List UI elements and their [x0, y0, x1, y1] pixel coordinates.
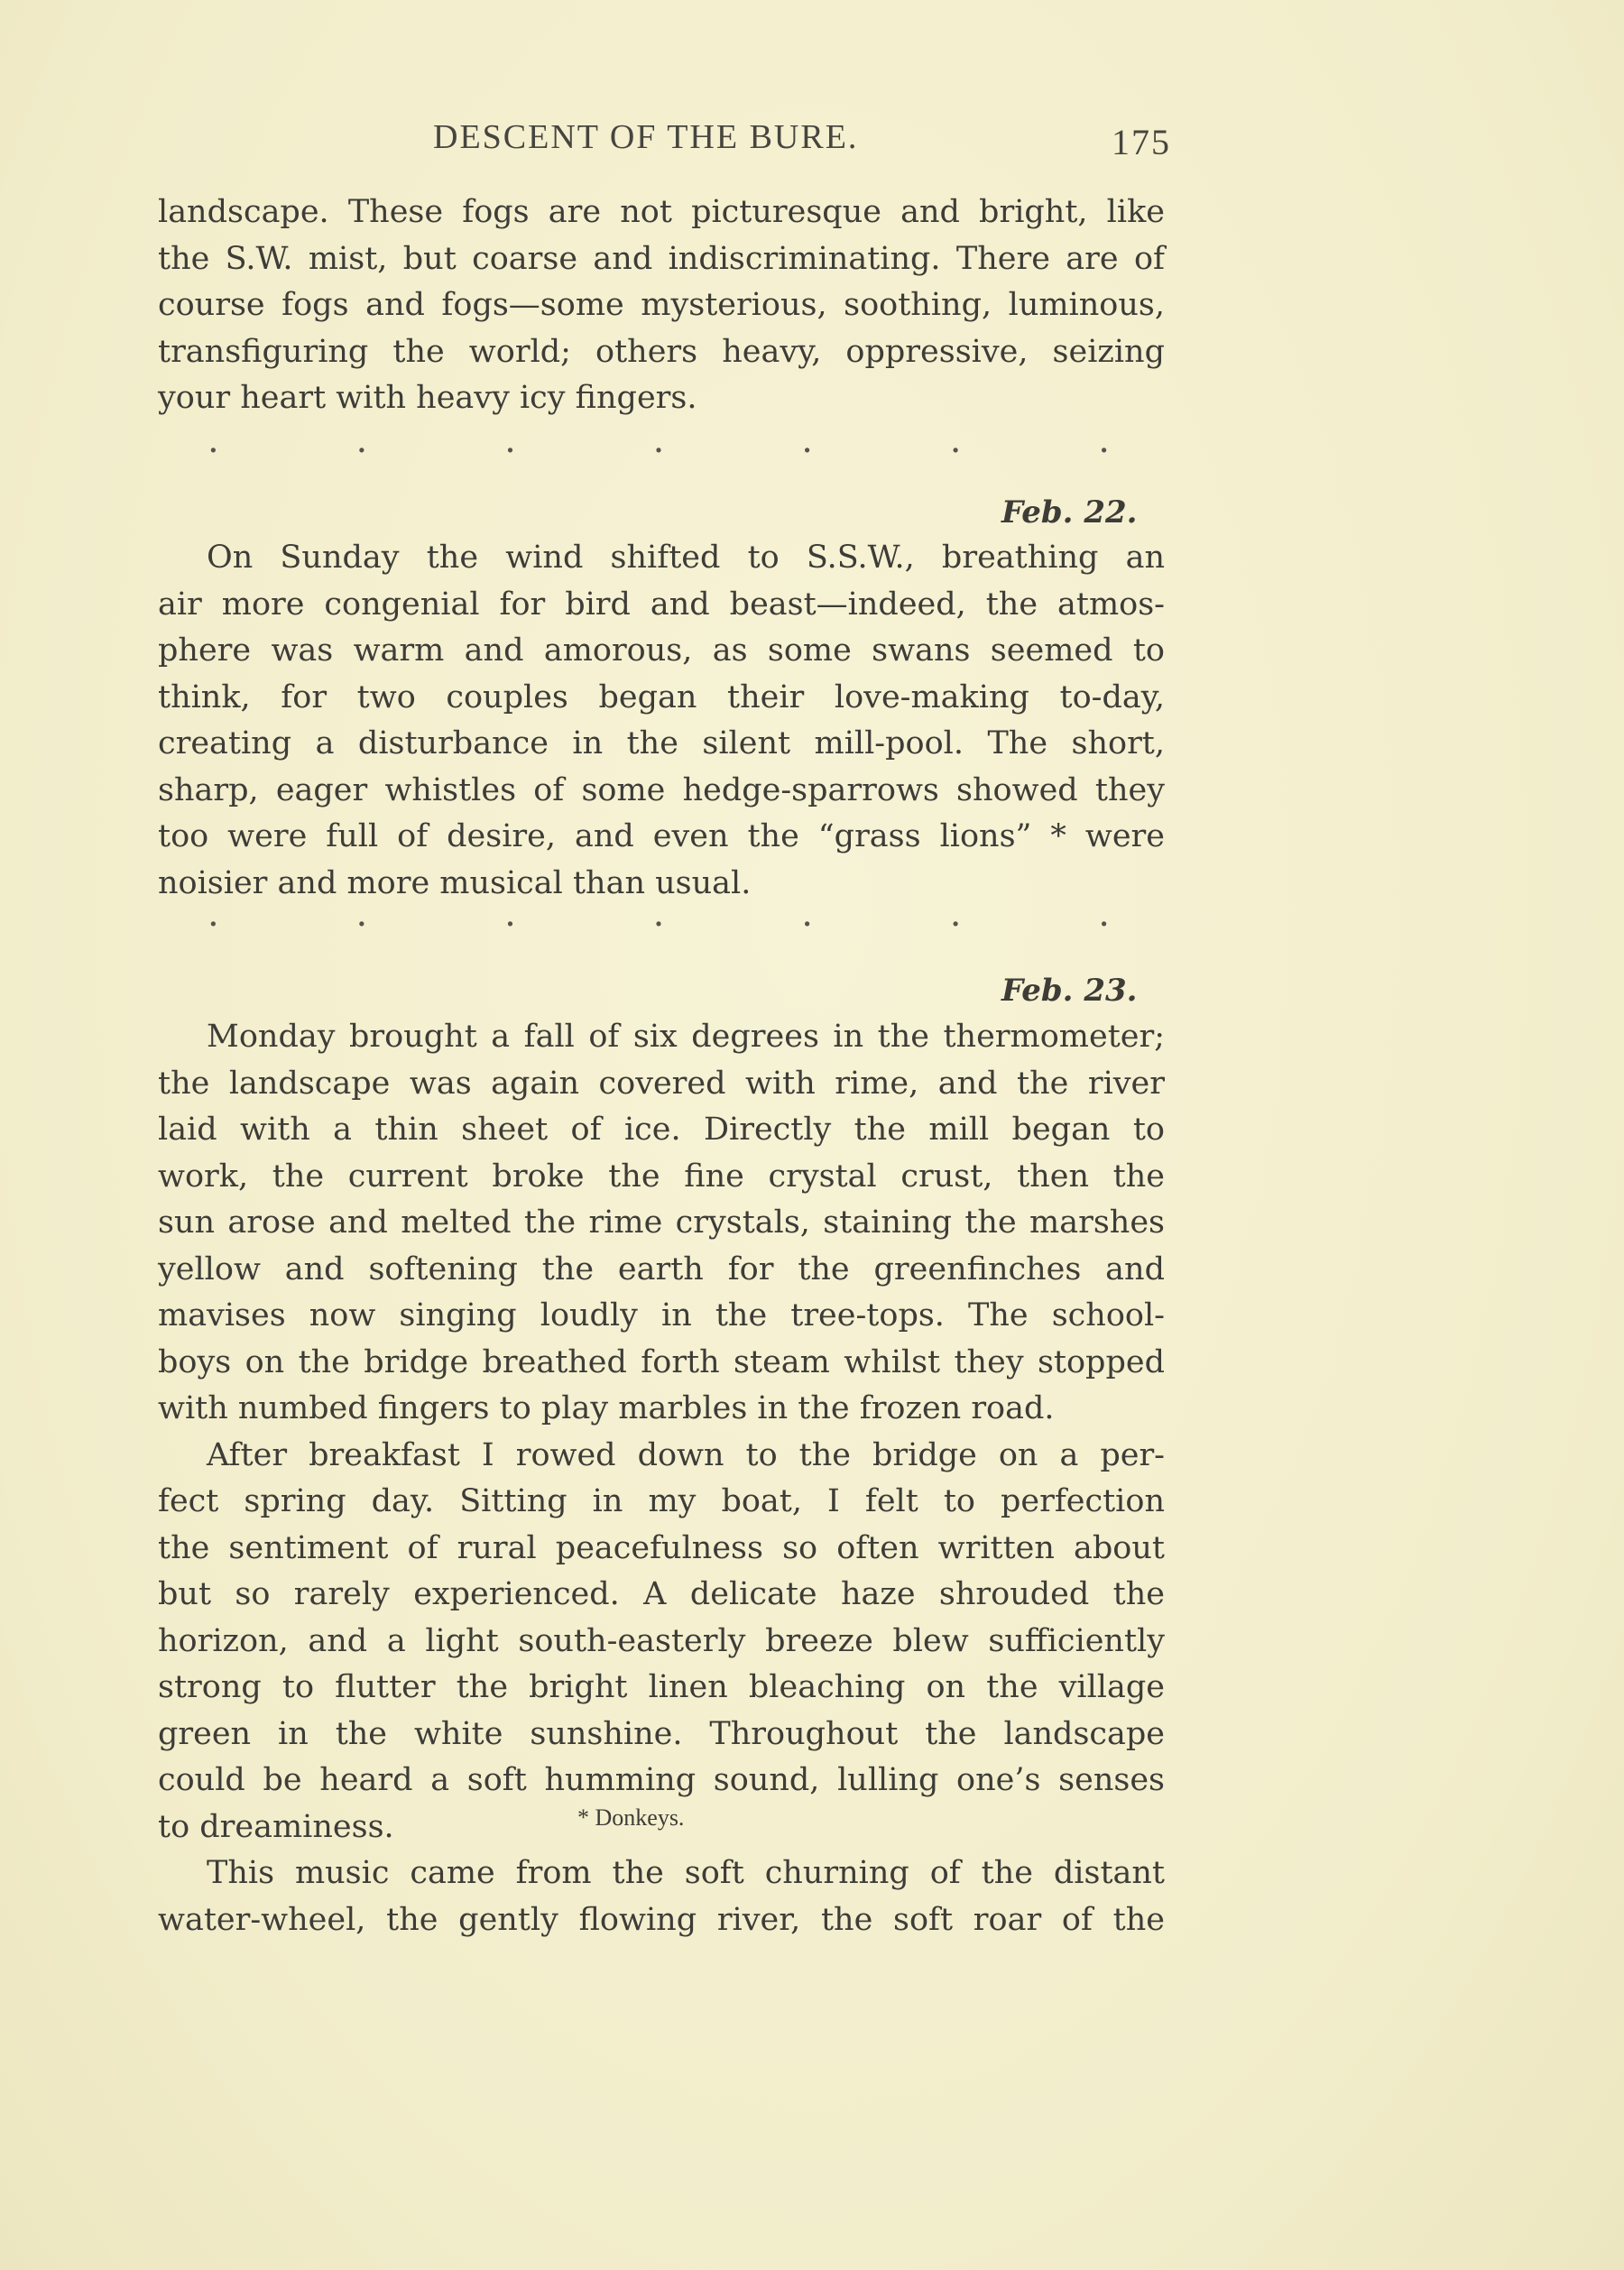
text-line: water-wheel, the gently flowing river, the soft roar of the — [158, 1901, 1165, 1938]
text-line: the sentiment of rural peacefulness so often written about — [158, 1529, 1165, 1566]
text-line: strong to flutter the bright linen bleaching on the village — [158, 1669, 1165, 1705]
text-line: laid with a thin sheet of ice. Directly the mill began to — [158, 1112, 1165, 1148]
separator-dot: . — [355, 420, 368, 461]
separator-dot: . — [801, 420, 813, 461]
text-line: After breakfast I rowed down to the bridge on a per- — [207, 1436, 1165, 1473]
date-heading-feb23: Feb. 23. — [1001, 973, 1138, 1009]
separator-dot: . — [801, 893, 813, 935]
separator-dot: . — [504, 420, 516, 461]
paragraph-feb22 — [158, 535, 1165, 907]
text-line: boys on the bridge breathed forth steam whilst they stopped — [158, 1343, 1165, 1380]
separator-dot: . — [652, 893, 665, 935]
text-line: fect spring day. Sitting in my boat, I felt to perfection — [158, 1483, 1165, 1519]
text-line: phere was warm and amorous, as some swans seemed to — [158, 632, 1165, 669]
text-line: transfiguring the world; others heavy, oppressive, seizing — [158, 333, 1165, 370]
text-line: the landscape was again covered with rime, and the river — [158, 1065, 1165, 1102]
separator-dot: . — [355, 893, 368, 935]
separator-dot: . — [208, 420, 219, 461]
separator-dot: . — [949, 420, 962, 461]
separator-dot: . — [504, 893, 516, 935]
separator-dot: . — [1098, 893, 1110, 935]
text-line: sun arose and melted the rime crystals, staining the marshes — [158, 1204, 1165, 1241]
text-line: could be heard a soft humming sound, lulling one’s senses — [158, 1762, 1165, 1798]
text-line: noisier and more musical than usual. — [158, 864, 752, 901]
text-line: Monday brought a fall of six degrees in the thermometer; — [207, 1019, 1165, 1055]
separator-dot: . — [949, 893, 962, 935]
text-line: work, the current broke the fine crystal crust, then the — [158, 1158, 1165, 1195]
separator-dot: . — [1098, 420, 1110, 461]
paragraph-fogs — [158, 189, 1165, 422]
text-line: sharp, eager whistles of some hedge-sparrows showed they — [158, 771, 1165, 808]
text-line: think, for two couples began their love-making to-day, — [158, 678, 1165, 715]
separator-dots-2 — [208, 893, 1110, 935]
page-number: 175 — [1112, 122, 1171, 162]
footnote: * Donkeys. — [577, 1804, 685, 1831]
text-line: air more congenial for bird and beast—indeed, the atmos- — [158, 586, 1165, 623]
text-line: horizon, and a light south-easterly breeze blew sufficiently — [158, 1622, 1165, 1659]
text-line: yellow and softening the earth for the greenfinches and — [158, 1250, 1165, 1287]
text-line: On Sunday the wind shifted to S.S.W., breathing an — [207, 540, 1165, 576]
running-head: DESCENT OF THE BURE. — [433, 118, 859, 156]
text-line: too were full of desire, and even the “grass lions” * were — [158, 818, 1165, 854]
separator-dot: . — [652, 420, 665, 461]
text-line: landscape. These fogs are not picturesque and bright, like — [158, 194, 1165, 230]
text-line: green in the white sunshine. Throughout the landscape — [158, 1715, 1165, 1752]
text-line: with numbed fingers to play marbles in the frozen road. — [158, 1390, 1055, 1426]
text-line: This music came from the soft churning of the distant — [207, 1855, 1165, 1891]
text-line: the S.W. mist, but coarse and indiscriminating. There are of — [158, 240, 1165, 277]
text-line: but so rarely experienced. A delicate haze shrouded the — [158, 1576, 1165, 1612]
separator-dots-1 — [208, 420, 1110, 461]
text-line: course fogs and fogs—some mysterious, soothing, luminous, — [158, 287, 1165, 323]
text-line: to dreaminess. — [158, 1808, 394, 1845]
date-heading-feb22: Feb. 22. — [1001, 494, 1138, 531]
text-line: mavises now singing loudly in the tree-tops. The school- — [158, 1297, 1165, 1333]
text-line: your heart with heavy icy fingers. — [158, 380, 697, 416]
separator-dot: . — [208, 893, 219, 935]
text-line: creating a disturbance in the silent mill-pool. The short, — [158, 725, 1165, 761]
